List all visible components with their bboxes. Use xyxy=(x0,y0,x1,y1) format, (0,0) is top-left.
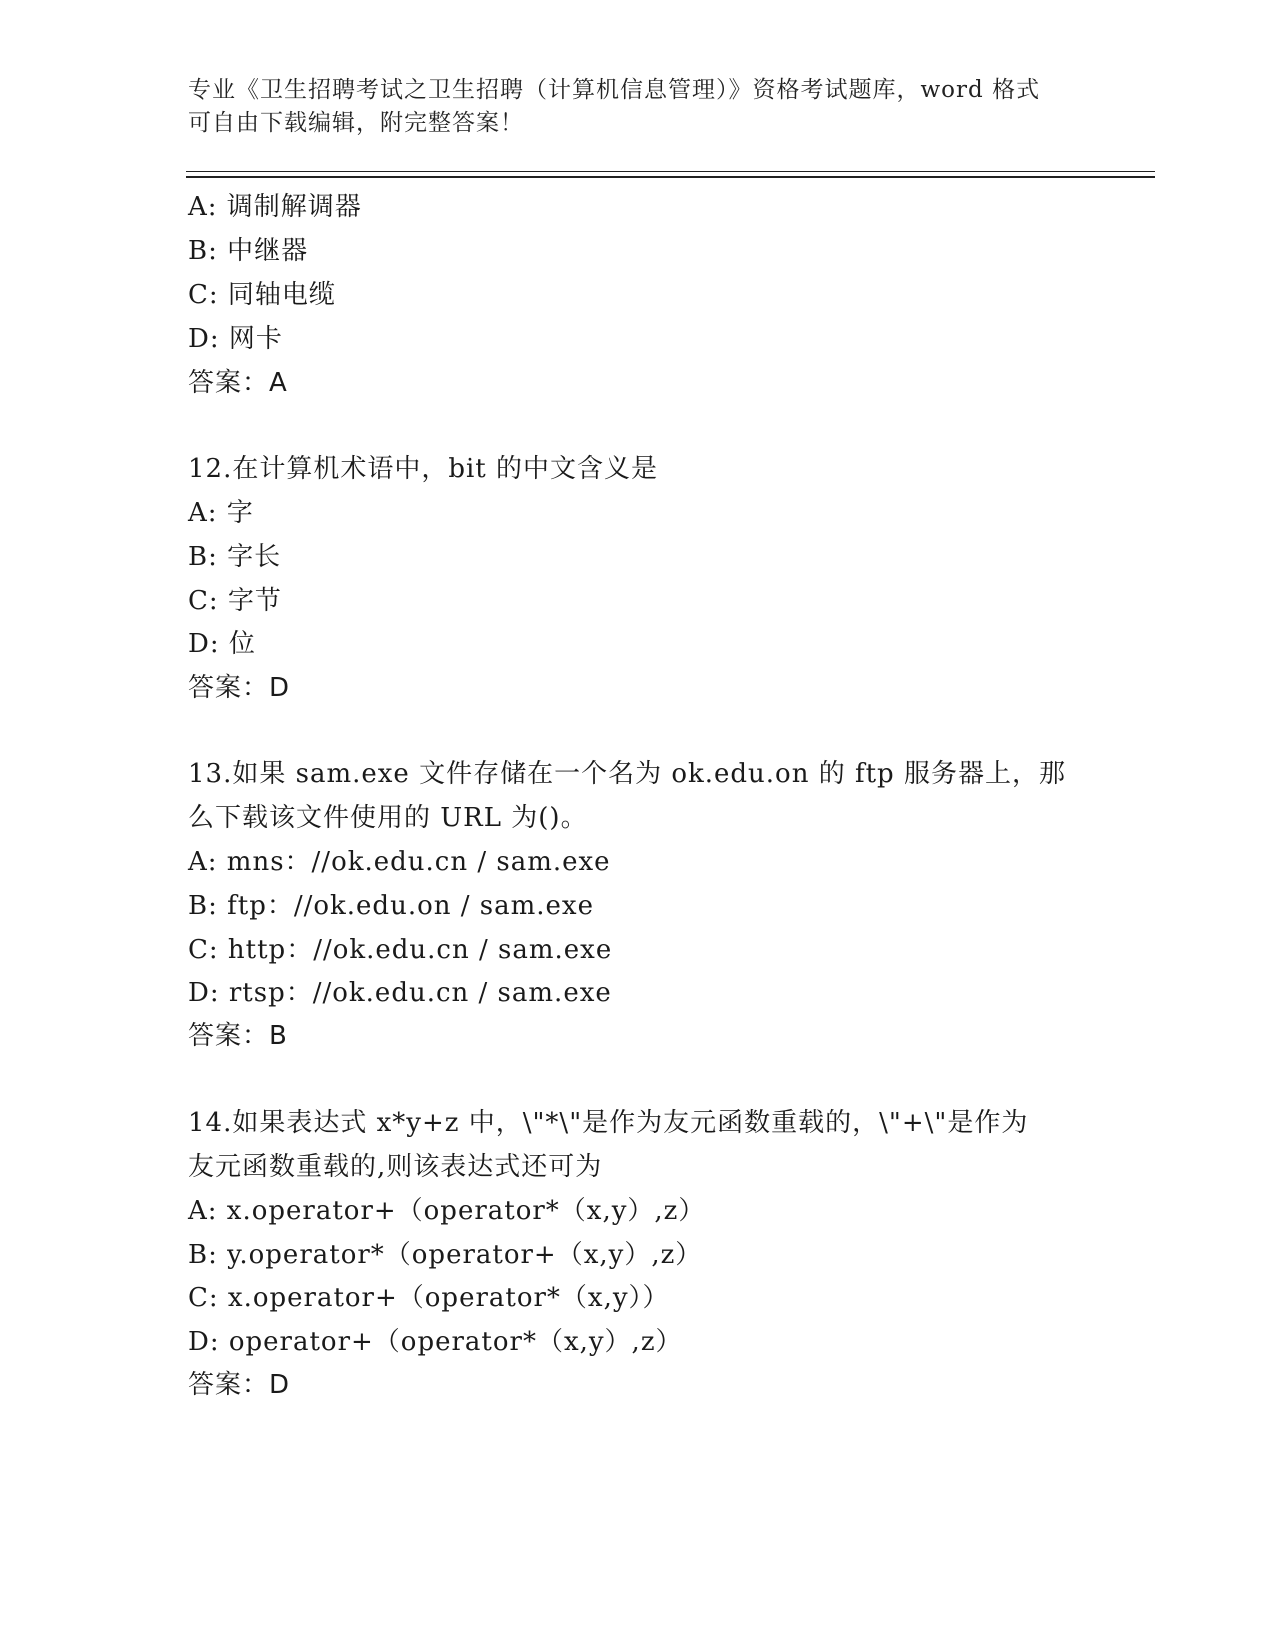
option-b: B: y.operator*（operator+（x,y）,z） xyxy=(188,1240,703,1270)
option-d: D: 位 xyxy=(188,629,256,659)
option-c: C: 字节 xyxy=(188,586,282,616)
answer: 答案：D xyxy=(188,673,291,703)
header-rule-bottom xyxy=(186,176,1155,178)
option-c: C: http：//ok.edu.cn / sam.exe xyxy=(188,935,613,965)
option-a: A: x.operator+（operator*（x,y）,z） xyxy=(188,1196,706,1226)
option-c: C: 同轴电缆 xyxy=(188,280,336,310)
answer: 答案：B xyxy=(188,1021,288,1051)
header-rule-top xyxy=(186,171,1155,172)
question-text-line-2: 友元函数重载的,则该表达式还可为 xyxy=(188,1152,603,1182)
option-d: D: operator+（operator*（x,y）,z） xyxy=(188,1327,683,1357)
header-line-1: 专业《卫生招聘考试之卫生招聘（计算机信息管理）》资格考试题库，word 格式 xyxy=(188,77,1041,103)
option-b: B: 字长 xyxy=(188,542,282,572)
answer: 答案：D xyxy=(188,1370,291,1400)
answer: 答案：A xyxy=(188,368,288,398)
question-text: 12.在计算机术语中，bit 的中文含义是 xyxy=(188,454,659,484)
question-text-line-1: 14.如果表达式 x*y+z 中，\"*\"是作为友元函数重载的，\"+\"是作为 xyxy=(188,1108,1029,1138)
header-line-2: 可自由下载编辑，附完整答案！ xyxy=(188,110,524,136)
option-b: B: ftp：//ok.edu.on / sam.exe xyxy=(188,891,594,921)
document-header xyxy=(188,74,1088,140)
option-c: C: x.operator+（operator*（x,y）） xyxy=(188,1283,670,1313)
option-a: A: mns：//ok.edu.cn / sam.exe xyxy=(188,847,611,877)
option-a: A: 字 xyxy=(188,498,254,528)
option-a: A: 调制解调器 xyxy=(188,192,362,222)
option-d: D: 网卡 xyxy=(188,324,283,354)
question-text-line-2: 么下载该文件使用的 URL 为()。 xyxy=(188,803,588,833)
option-d: D: rtsp：//ok.edu.cn / sam.exe xyxy=(188,978,612,1008)
option-b: B: 中继器 xyxy=(188,236,309,266)
question-text-line-1: 13.如果 sam.exe 文件存储在一个名为 ok.edu.on 的 ftp 服务器上，那 xyxy=(188,759,1066,789)
